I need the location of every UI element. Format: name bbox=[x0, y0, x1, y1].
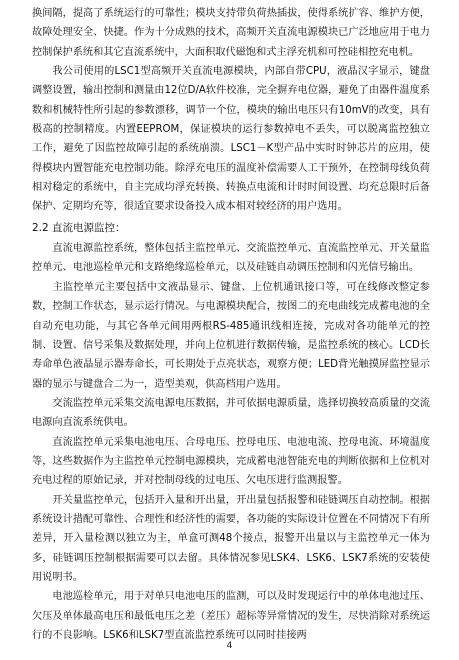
body-paragraph: 主监控单元主要包括中文液晶显示、键盘、上位机通讯接口等，可在线修改整定参数，控制工作状态，显示运行情况。与电源模块配合，按图二的充电曲线完成蓄电池的全自动充电功能，与其它各单元间用两根RS-485通讯线相连接，完成对各功能单元的控制、设置、信号采集及数据处理，并向上位机进行数据传输，是监控系统的核心。LCD长寿命单色液晶显示器寿命长，可长期处于点亮状态，观察方便；LED背光触摸屏监控显示器的显示与键盘合二为一，造型美观，供高档用户选用。 bbox=[32, 281, 430, 390]
body-paragraph: 换间隔，提高了系统运行的可靠性；模块支持带负荷热插拔，使得系统扩容、维护方便，故障处理安全、快捷。作为十分成熟的技术，高频开关直流电源模块已广泛地应用于电力控制保护系统和其它直流系统中，大面积取代磁饱和式主浮充机和可控硅相控充电机。 bbox=[32, 8, 430, 58]
body-paragraph: 直流电源监控系统，整体包括主监控单元、交流监控单元、直流监控单元、开关量监控单元、电池巡检单元和支路绝缘巡检单元，以及硅链自动调压控制和闪光信号输出。 bbox=[32, 243, 430, 274]
body-paragraph: 开关量监控单元，包括开入量和开出量，开出量包括报警和硅链调压自动控制。根据系统设计措配可靠性、合理性和经济性的需要，各功能的实际设计位置在不同情况下有所差异，开入量检测以独立为主，单盒可测48个接点，报警开出量以与主监控单元一体为多，硅链调压控制根据需要可以去留。具体情况参见LSK4、LSK6、LSK7系统的安装使用说明书。 bbox=[32, 494, 430, 583]
document-body bbox=[32, 4, 430, 645]
page-number: 4 bbox=[226, 641, 233, 651]
body-paragraph: 电池巡检单元，用于对单只电池电压的监测，可以及时发现运行中的单体电池过压、欠压及单体最高电压和最低电压之差（差压）超标等异常情况的发生，尽快消除对系统运行的不良影响。LSK6和LSK7型直流监控系统可以同时挂接两 bbox=[32, 591, 430, 641]
section-heading: 2.2 直流电源监控： bbox=[32, 221, 126, 234]
body-paragraph: 我公司使用的LSC1型高频开关直流电源模块，内部自带CPU，液晶汉字显示，键盘调整设置，输出控制和测量由12位D/A软件校准，完全摒弃电位器，避免了由器件温度系数和机械特性所引起的参数漂移，调节一个位，模块的输出电压只有10mV的改变，具有极高的控制精度。内置EEPROM，保证模块的运行参数掉电不丢失，可以脱离监控独立工作，避免了因监控故障引起的系统崩溃。LSC1－K型产品中实时时钟芯片的应用，使得模块内置智能充电控制功能。除浮充电压的温度补偿需要人工干预外，在控制母线负荷相对稳定的系统中，自主完成均浮充转换、转换点电流和计时时间设置、均充总限时后备保护、定期均充等，很适宜要求设备投入成本相对较经济的用户选用。 bbox=[32, 66, 430, 213]
body-paragraph: 直流监控单元采集电池电压、合母电压、控母电压、电池电流、控母电流、环境温度等，这些数据作为主监控单元控制电源模块，完成蓄电池智能充电的判断依据和上位机对充电过程的原始记录，并对控制母线的过电压、欠电压进行监测报警。 bbox=[32, 436, 430, 487]
body-paragraph: 交流监控单元采集交流电源电压数据，并可依据电源质量，选择切换较高质量的交流电源向直流系统供电。 bbox=[32, 397, 430, 429]
